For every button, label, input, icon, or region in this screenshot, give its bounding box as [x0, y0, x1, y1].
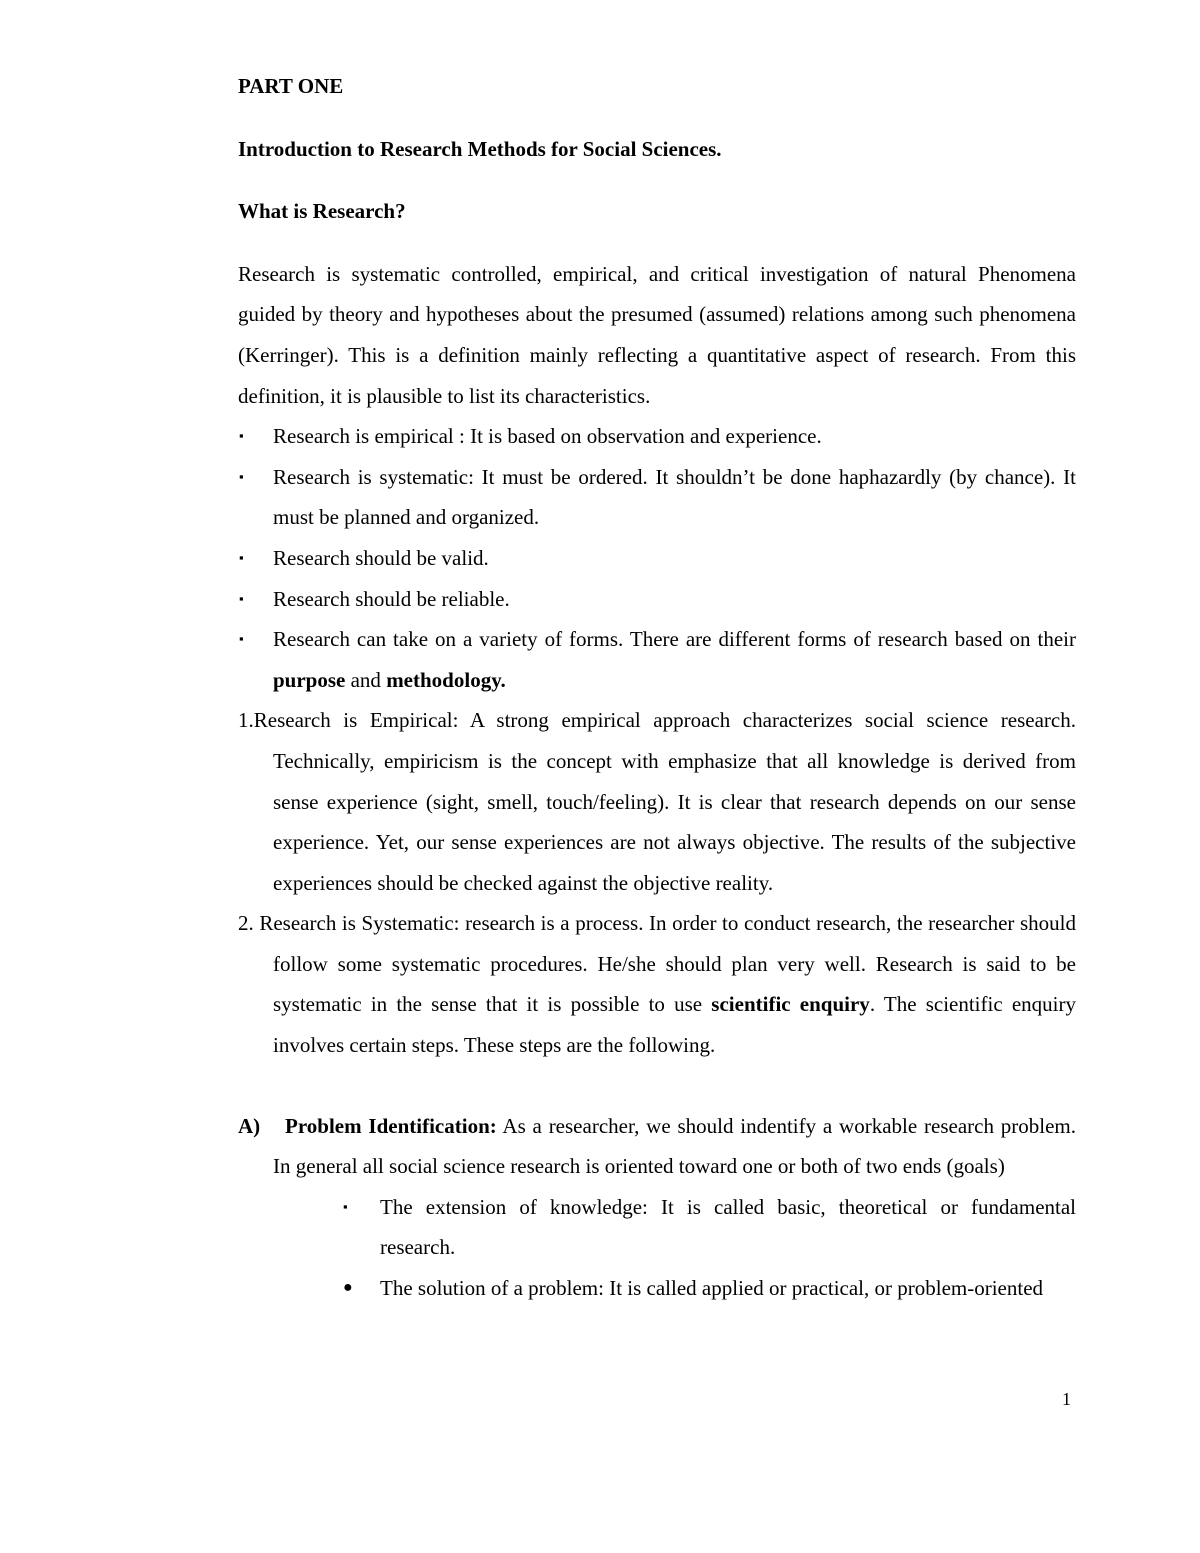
page-number: 1: [1062, 1389, 1071, 1409]
section-a-text: As a researcher, we should indentify a workable research problem. In general all social science research is oriented toward one or both of two ends (goals): [273, 1113, 1076, 1179]
list-item-text: Research should be valid.: [273, 545, 489, 570]
square-bullet-icon: ▪: [239, 428, 244, 444]
numbered-item-systematic: [238, 903, 1076, 1065]
methodology-term: methodology.: [386, 667, 506, 692]
list-item: [238, 457, 1076, 538]
item-number: 2.: [238, 911, 260, 936]
item-text-end: . The scientific enquiry involves certain steps. These steps are the following.: [273, 992, 1076, 1058]
list-item: [238, 416, 1076, 457]
page-content: [238, 66, 1076, 1309]
section-title: What is Research?: [238, 199, 406, 224]
list-item-text: Research is systematic: It must be ordered. It shouldn’t be done haphazardly (by chance). It must be planned and organized.: [273, 464, 1076, 530]
list-item-text: Research should be reliable.: [273, 586, 510, 611]
list-item: [238, 1268, 1076, 1309]
course-title: Introduction to Research Methods for Social Sciences.: [238, 136, 722, 161]
square-bullet-icon: ▪: [239, 468, 244, 484]
list-item-text: The extension of knowledge: It is called basic, theoretical or fundamental research.: [380, 1194, 1076, 1260]
section-label: A): [238, 1113, 261, 1138]
item-number: 1.: [238, 708, 254, 733]
scientific-enquiry-term: scientific enquiry: [711, 992, 870, 1017]
list-item: ▪ Research can take on a variety of forms. There are different forms of research based on their purpose and methodology.: [238, 619, 1076, 700]
numbered-item-empirical: [238, 700, 1076, 903]
list-item-text: Research is empirical : It is based on observation and experience.: [273, 424, 822, 449]
section-a-problem-identification: [238, 1106, 1076, 1187]
item-text: Research is Empirical: A strong empirical approach characterizes social science research. Technically, empiricism is the concept with emphasize that all knowledge is derived from sense experience (sight, smell, touch/feeling). It is clear that research depends on our sense experience. Yet, our sense experiences are not always objective. The results of the subjective experiences should be checked against the objective reality.: [253, 708, 1076, 895]
dot-bullet-icon: ●: [343, 1279, 353, 1297]
square-bullet-icon: ▪: [343, 1198, 348, 1214]
section-a-title: Problem Identification:: [285, 1113, 497, 1138]
item-text: Research is Systematic: research is a process. In order to conduct research, the researcher should follow some systematic procedures. He/she should plan very well. Research is said to be systematic in the sense that it is possible to use: [259, 911, 1077, 1017]
square-bullet-icon: ▪: [239, 631, 244, 647]
square-bullet-icon: ▪: [239, 549, 244, 565]
list-item: [238, 579, 1076, 620]
square-bullet-icon: ▪: [239, 590, 244, 606]
list-item: [238, 1187, 1076, 1268]
list-item-text: Research can take on a variety of forms. There are different forms of research based on their: [273, 627, 1076, 652]
purpose-term: purpose: [273, 667, 346, 692]
list-item-text: The solution of a problem: It is called applied or practical, or problem-oriented: [380, 1276, 1044, 1301]
definition-paragraph: Research is systematic controlled, empirical, and critical investigation of natural Phenomena guided by theory and hypotheses about the presumed (assumed) relations among such phenomena (Kerringer). This is a definition mainly reflecting a quantitative aspect of research. From this definition, it is plausible to list its characteristics.: [238, 261, 1076, 408]
part-title: PART ONE: [238, 74, 344, 98]
list-item: [238, 538, 1076, 579]
